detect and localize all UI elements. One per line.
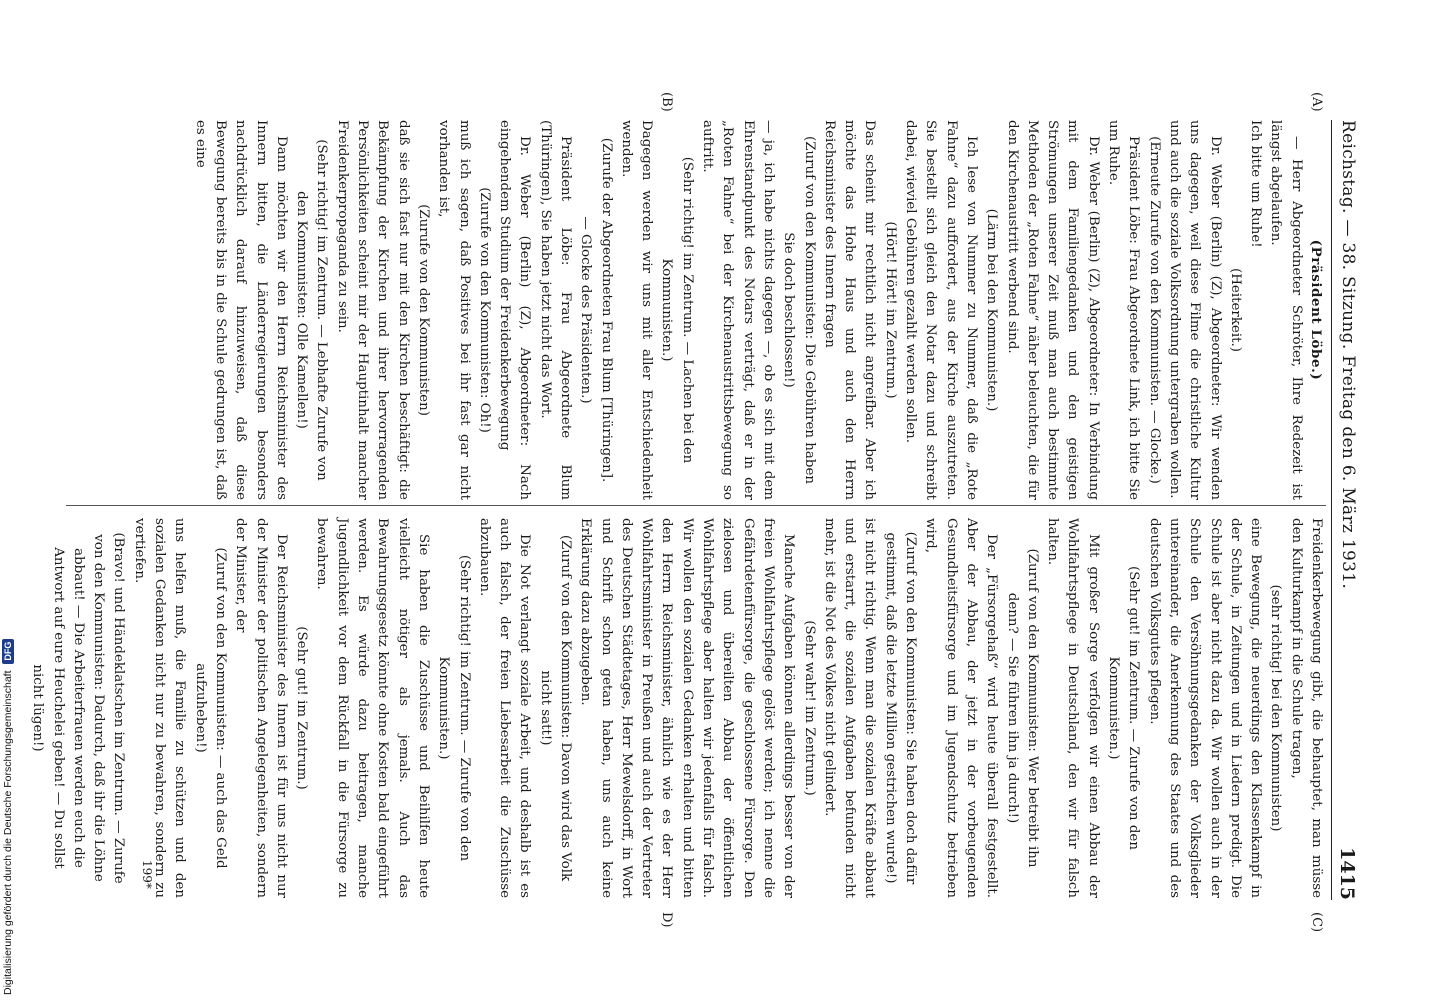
paragraph: Der „Fürsorgehaß“ wird heute überall festgestellt. Aber der Abbau, der jetzt in der vorbeugenden Gesundheitsfürsorge und im Jugendschutz betrieben wird, bbox=[923, 518, 1000, 898]
interjection: (Zurufe von den Kommunisten) bbox=[415, 204, 431, 416]
paragraph: Das scheint mir rechtlich nicht angreifbar. Aber ich möchte das Hohe Haus und auch den Herrn Reichsminister des Innern fragen bbox=[821, 120, 878, 500]
digitization-credit bbox=[0, 0, 30, 1000]
interjection: (Zuruf von den Kommunisten: Sie haben doch dafür gestimmt, daß die letzte Million gestrichen wurde!) bbox=[882, 531, 919, 885]
paragraph: Dann möchten wir den Herrn Reichsminister des Innern bitten, die Länderregierungen besonders nachdrücklich darauf hinzuweisen, daß diese Bewegung bereits bis in die Schule gedrungen ist, daß es eine bbox=[192, 120, 289, 500]
paragraph: daß sie sich fast nur mit den Kirchen beschäftigt: die Bekämpfung der Kirchen und ihrer hervorragenden Persönlichkeiten scheint mir der Hauptinhalt mancher Freidenkerpropaganda zu sein. bbox=[334, 120, 411, 500]
speech-paragraph: Dr. Weber (Berlin) (Z), Abgeordneter: Wir wenden uns dagegen, weil diese Filme die christliche Kultur und auch die soziale Volksordnung untergraben wollen. bbox=[1166, 120, 1223, 500]
margin-marker-c: (C) bbox=[1309, 912, 1324, 933]
interjection: (Zurufe der Abgeordneten Frau Blum [Thüringen]. — Glocke des Präsidenten.) bbox=[578, 137, 614, 483]
margin-marker-a: (A) bbox=[1309, 92, 1324, 112]
interjection: (Heiterkeit.) bbox=[1227, 268, 1243, 352]
page-header bbox=[1331, 120, 1362, 900]
interjection: (Bravo! und Händeklatschen im Zentrum. — Zurufe von den Kommunisten: Dadurch, daß ihr die Löhne abbaut! — Die Arbeiterfrauen werden euch die Antwort auf eure Heuchelei geben! — Du sollst nicht lügen!) bbox=[30, 532, 127, 884]
left-column bbox=[189, 120, 1326, 500]
header-title: Reichstag. — 38. Sitzung. Freitag den 6. März 1931. bbox=[1338, 120, 1358, 590]
interjection: (sehr richtig! bei den Kommunisten) bbox=[1268, 584, 1284, 832]
interjection: (Sehr wahr! im Zentrum.) bbox=[801, 620, 817, 796]
paragraph: Sie haben die Zuschüsse und Beihilfen heute vielleicht nötiger als jemals. Auch das Bewahrungsgesetz könnte ohne Kosten bald eingeführt werden. Es würde dazu beitragen, manche Jugendlichkeit vor dem Rückfall in die Fürsorge zu bewahren. bbox=[314, 518, 431, 898]
interjection: (Erneute Zurufe von den Kommunisten. — Glocke.) bbox=[1146, 136, 1162, 484]
interjection: (Zuruf von den Kommunisten: — auch das Geld aufzuheben!) bbox=[192, 547, 228, 869]
paragraph: eine Bewegung, die neuerdings den Klassenkampf in der Schule, in Zeitungen und in Liedern predigt. Die Schule ist aber nicht dazu da. Wir wollen auch in der Schule den Versöhnungsgedanken der Volksglieder untereinander, die Anerkennung des Staates und des deutschen Volksgutes pflegen. bbox=[1146, 518, 1264, 898]
paragraph: Dagegen werden wir uns mit aller Entschiedenheit wenden. bbox=[618, 120, 655, 500]
interjection: (Zuruf von den Kommunisten: Wer betreibt ihn denn? — Sie führen ihn ja durch!) bbox=[1004, 548, 1040, 868]
presidential-remark: Präsident Löbe: Frau Abgeordnete Link, ich bitte Sie um Ruhe. bbox=[1106, 120, 1142, 500]
interjection: (Lärm bei den Kommunisten.) bbox=[984, 208, 1000, 412]
paragraph: — ja, ich habe nichts dagegen —, ob es sich mit dem Ehrenstandpunkt des Notars verträgt, daß er in der „Roten Fahne“ bei der Kirchenaustrittsbewegung so auftritt. bbox=[700, 120, 776, 500]
speech-paragraph: Dr. Weber (Berlin) (Z), Abgeordneter: In Verbindung mit dem Familiengedanken und den geistigen Strömungen unserer Zeit muß man auch bestimmte Methoden der „Roten Fahne“ näher beleuchten, die für den Kirchenaustritt werbend sind. bbox=[1004, 120, 1101, 500]
interjection: (Sehr richtig! im Zentrum. — Lebhafte Zurufe von den Kommunisten: Olle Kamellen!) bbox=[294, 139, 330, 481]
header-page-number: 1415 bbox=[1336, 847, 1358, 900]
interjection: (Zuruf von den Kommunisten: Davon wird das Volk nicht satt!) bbox=[537, 534, 574, 882]
paragraph: — Herr Abgeordneter Schröter, Ihre Redezeit ist längst abgelaufen. bbox=[1268, 120, 1304, 500]
interjection: (Zuruf von den Kommunisten: Die Gebühren haben Sie doch beschlossen!) bbox=[781, 135, 817, 485]
paragraph: (Präsident Löbe.) bbox=[1308, 239, 1324, 381]
paragraph: Die Not verlangt soziale Arbeit, und deshalb ist es auch falsch, der freien Liebesarbeit die Zuschüsse abzubauen. bbox=[476, 518, 533, 898]
column-divider bbox=[66, 505, 1326, 506]
right-column bbox=[27, 518, 1326, 898]
paragraph: muß ich sagen, daß Positives bei ihr fast gar nicht vorhanden ist, bbox=[436, 120, 472, 500]
interjection: (Sehr gut! im Zentrum.) bbox=[294, 626, 310, 790]
paragraph: Der Reichsminister des Innern ist für uns nicht nur der Minister der politischen Angelegenheiten, sondern der Minister, der bbox=[233, 518, 289, 898]
paragraph: Ich lese von Nummer zu Nummer, daß die „Rote Fahne“ dazu auffordert, aus der Kirche auszutreten. Sie bestellt sich gleich den Notar dazu und schreibt dabei, wieviel Gebühren gezahlt werden sollen. bbox=[903, 120, 979, 500]
signature-mark: 199* bbox=[140, 860, 154, 889]
paragraph: Manche Aufgaben können allerdings besser von der freien Wohlfahrtspflege gelöst werden; ich nenne die Gefährdetenfürsorge, die geschlossene Fürsorge. Den zielosen und übereilten Abbau der öffentlichen Wohlfahrtspflege aber halten wir jedenfalls für falsch. Wir wollen den sozialen Gedanken erhalten und bitten den Herrn Reichsminister, ähnlich wie es der Herr Wohlfahrtsminister in Preußen und auch der Vertreter des Deutschen Städtetages, Herr Mewelsdorff, in Wort und Schrift schon getan haben, uns auch keine Erklärung dazu abzugeben. bbox=[578, 518, 797, 898]
paragraph: Ich bitte um Ruhe! bbox=[1248, 120, 1264, 248]
speech-paragraph: Dr. Weber (Berlin) (Z), Abgeordneter: Nach eingehendem Studium der Freidenkerbewegung bbox=[497, 120, 533, 500]
paragraph: uns helfen muß, die Familie zu schützen und den sozialen Gedanken nicht nur zu bewahren, sondern zu vertiefen. bbox=[131, 518, 188, 898]
interjection: (Sehr gut! im Zentrum. — Zurufe von den Kommunisten.) bbox=[1106, 566, 1142, 850]
paragraph: ist nicht richtig. Wenn man die sozialen Kräfte abbaut und erstarrt, die sozialen Aufgaben befunden nicht mehr, ist die Not des Volkes nicht gelindert. bbox=[821, 518, 878, 898]
margin-marker-b: (B) bbox=[659, 92, 674, 112]
credit-text: Digitalisierung gefördert durch die Deutsche Forschungsgemeinschaft bbox=[2, 670, 14, 995]
interjection: (Hört! Hört! im Zentrum.) bbox=[882, 221, 898, 399]
interjection: (Sehr richtig! im Zentrum. — Lachen bei den Kommunisten.) bbox=[659, 156, 695, 464]
presidential-remark: Präsident Löbe: Frau Abgeordnete Blum (Thüringen), Sie haben jetzt nicht das Wort. bbox=[537, 120, 574, 500]
dfg-logo: DFG bbox=[2, 639, 14, 664]
interjection: (Zurufe von den Kommunisten: Oh!) bbox=[476, 187, 492, 433]
margin-marker-d: D) bbox=[659, 912, 674, 928]
paragraph: Freidenkerbewegung gibt, die behauptet, man müsse den Kulturkampf in die Schule tragen, bbox=[1288, 518, 1324, 898]
paragraph: Mit großer Sorge verfolgen wir einen Abbau der Wohlfahrtspflege in Deutschland, den wir für falsch halten. bbox=[1045, 518, 1101, 898]
interjection: (Sehr richtig! im Zentrum. — Zurufe von den Kommunisten.) bbox=[436, 554, 472, 862]
